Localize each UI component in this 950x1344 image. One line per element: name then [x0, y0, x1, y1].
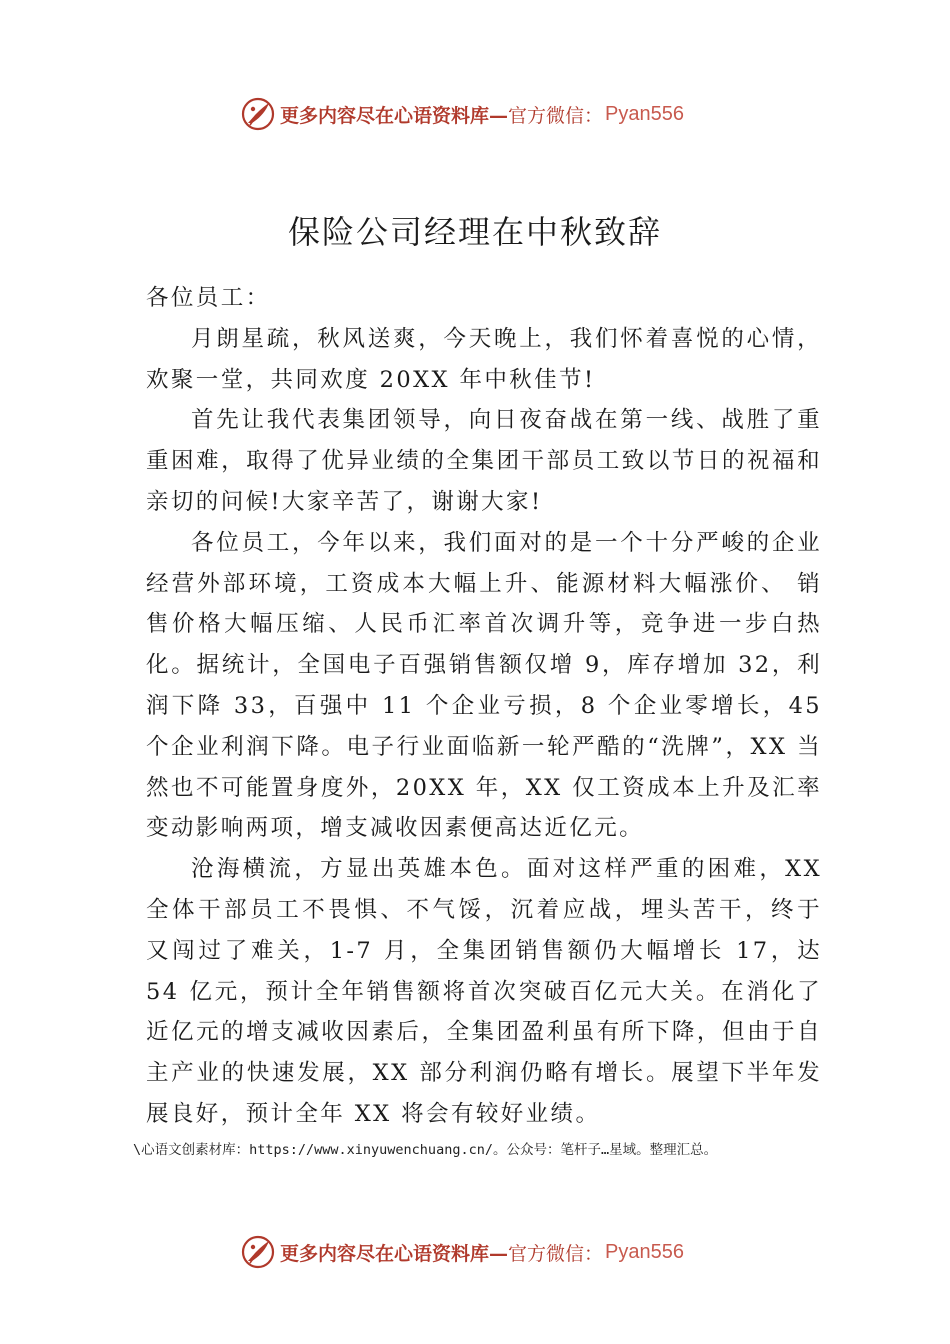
banner-wechat-label: 官方微信：	[508, 1242, 604, 1265]
paragraph-3: 各位员工，今年以来，我们面对的是一个十分严峻的企业经营外部环境，工资成本大幅上升、能源材料大幅涨价、 销售价格大幅压缩、人民币汇率首次调升等，竞争进一步白热化。据统计，全国电子百强销售额仅增 9，库存增加 32，利润下降 33，百强中 11 个企业亏损，8 个企业零增长，45 个企业利润下降。电子行业面临新一轮严酷的“洗牌”，XX 当然也不可能置身度外，20XX 年，XX 仅工资成本上升及汇率变动影响两项，增支减收因素便高达近亿元。	[146, 529, 822, 842]
source-footnote: \心语文创素材库：https://www.xinyuwenchuang.cn/。公众号：笔杆子…星域。整理汇总。	[133, 1142, 718, 1158]
banner-wechat-label: 官方微信：	[508, 104, 604, 127]
salutation: 各位员工：	[146, 285, 271, 311]
paragraph-2: 首先让我代表集团领导，向日夜奋战在第一线、战胜了重重困难，取得了优异业绩的全集团干部员工致以节日的祝福和亲切的问候!大家辛苦了，谢谢大家!	[146, 407, 822, 515]
quill-pen-logo-icon	[240, 1234, 276, 1270]
paragraph-1: 月朗星疏，秋风送爽，今天晚上，我们怀着喜悦的心情，欢聚一堂，共同欢度 20XX 年中秋佳节!	[146, 325, 822, 393]
banner-text: 更多内容尽在心语资料库—	[280, 1242, 509, 1265]
banner-wechat-id: Pyan556	[605, 102, 684, 125]
banner-wechat-id: Pyan556	[605, 1240, 684, 1263]
quill-pen-logo-icon	[240, 96, 276, 132]
banner-text: 更多内容尽在心语资料库—	[280, 104, 509, 127]
header-banner	[240, 94, 800, 134]
document-body	[146, 278, 822, 1135]
page-title: 保险公司经理在中秋致辞	[287, 213, 662, 252]
paragraph-4: 沧海横流，方显出英雄本色。面对这样严重的困难，XX 全体干部员工不畏惧、不气馁，沉着应战，埋头苦干，终于 又闯过了难关，1-7 月，全集团销售额仍大幅增长 17，达 54 亿元，预计全年销售额将首次突破百亿元大关。在消化了近亿元的增支减收因素后，全集团盈利虽有所下降，但由于自主产业的快速发展，XX 部分利润仍略有增长。展望下半年发展良好，预计全年 XX 将会有较好业绩。	[146, 856, 822, 1127]
footer-banner	[240, 1232, 800, 1272]
